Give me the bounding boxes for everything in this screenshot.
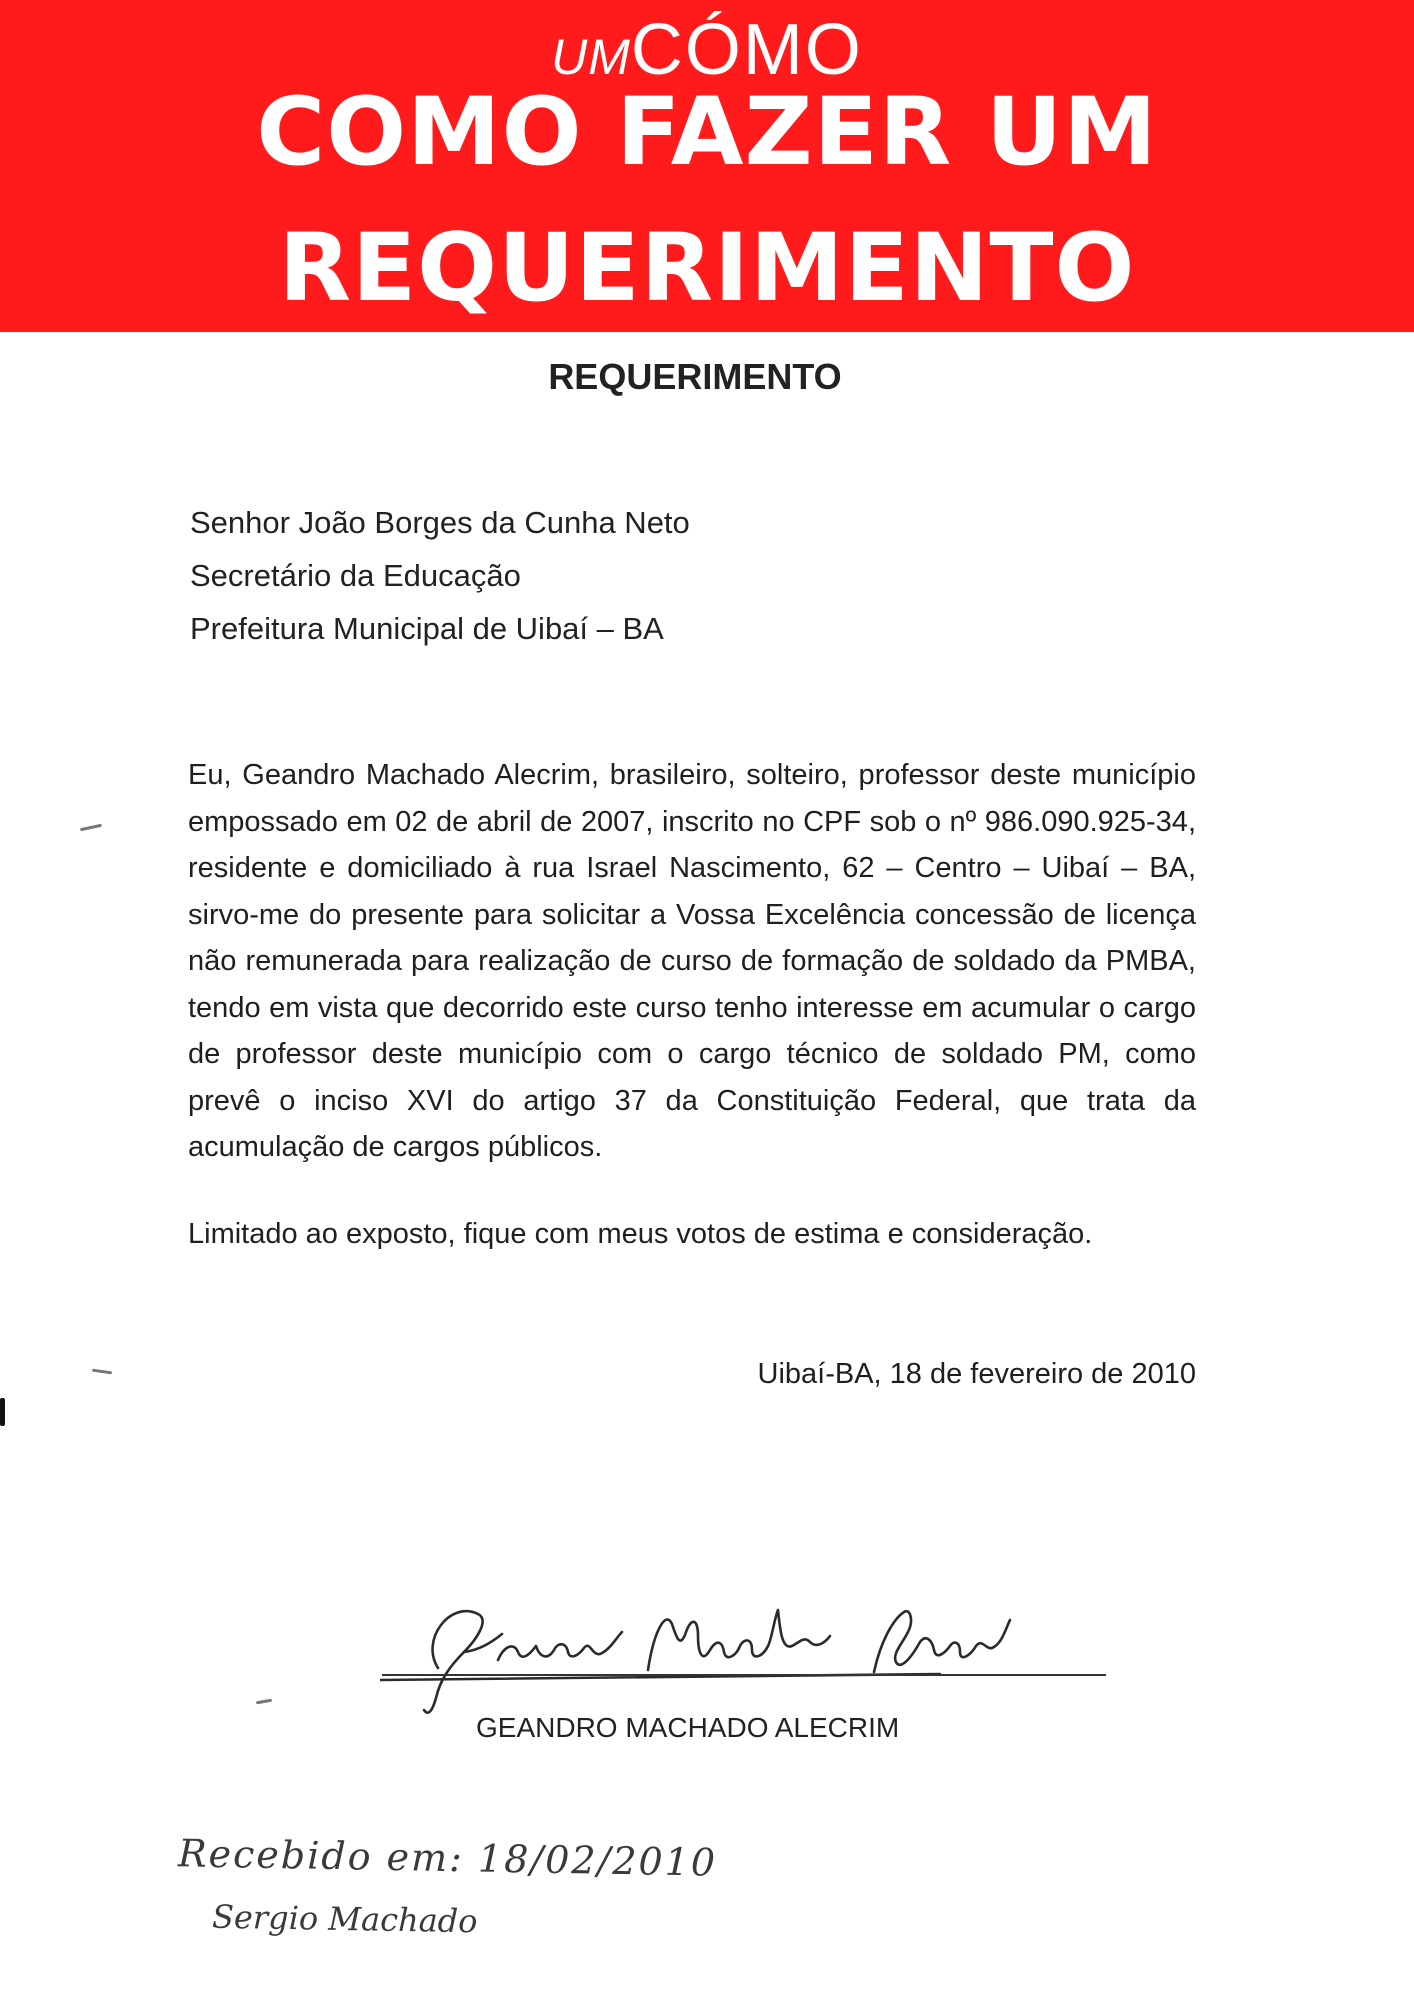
scan-mark [0, 1398, 5, 1426]
brand-logo [0, 10, 1414, 90]
addressee-role: Secretário da Educação [190, 558, 521, 593]
handwritten-signature [380, 1580, 1140, 1720]
addressee-block [190, 496, 690, 655]
headline-line-1: COMO FAZER UM [256, 78, 1158, 187]
scan-mark [92, 1369, 112, 1375]
addressee-organization: Prefeitura Municipal de Uibaí – BA [190, 611, 664, 646]
closing-line: Limitado ao exposto, fique com meus votos de estima e consideração. [188, 1218, 1093, 1250]
request-body: Eu, Geandro Machado Alecrim, brasileiro, solteiro, professor deste município empossado em 02 de abril de 2007, inscrito no CPF sob o nº 986.090.925-34, residente e domiciliado à rua Israel Nascimento, 62 – Centro – Uibaí – BA, sirvo-me do presente para solicitar a Vossa Excelência concessão de licença não remunerada para realização de curso de formação de soldado da PMBA, tendo em vista que decorrido este curso tenho interesse em acumular o cargo de professor deste município com o cargo técnico de soldado PM, como prevê o inciso XVI do artigo 37 da Constituição Federal, que trata da acumulação de cargos públicos. [188, 759, 1196, 1163]
document-title: REQUERIMENTO [548, 356, 842, 397]
title-banner [0, 0, 1414, 332]
signature-line [382, 1674, 1106, 1676]
brand-name: CÓMO [630, 10, 863, 90]
signer-name: GEANDRO MACHADO ALECRIM [476, 1712, 900, 1743]
place-date: Uibaí-BA, 18 de fevereiro de 2010 [757, 1358, 1196, 1390]
brand-prefix: UM [551, 29, 631, 85]
headline-line-2: REQUERIMENTO [278, 214, 1136, 323]
received-signature: Sergio Machado [211, 1897, 478, 1941]
scan-mark [256, 1699, 272, 1705]
addressee-name: Senhor João Borges da Cunha Neto [190, 505, 690, 540]
received-note: Recebido em: 18/02/2010 [177, 1831, 718, 1885]
scan-mark [80, 824, 102, 832]
